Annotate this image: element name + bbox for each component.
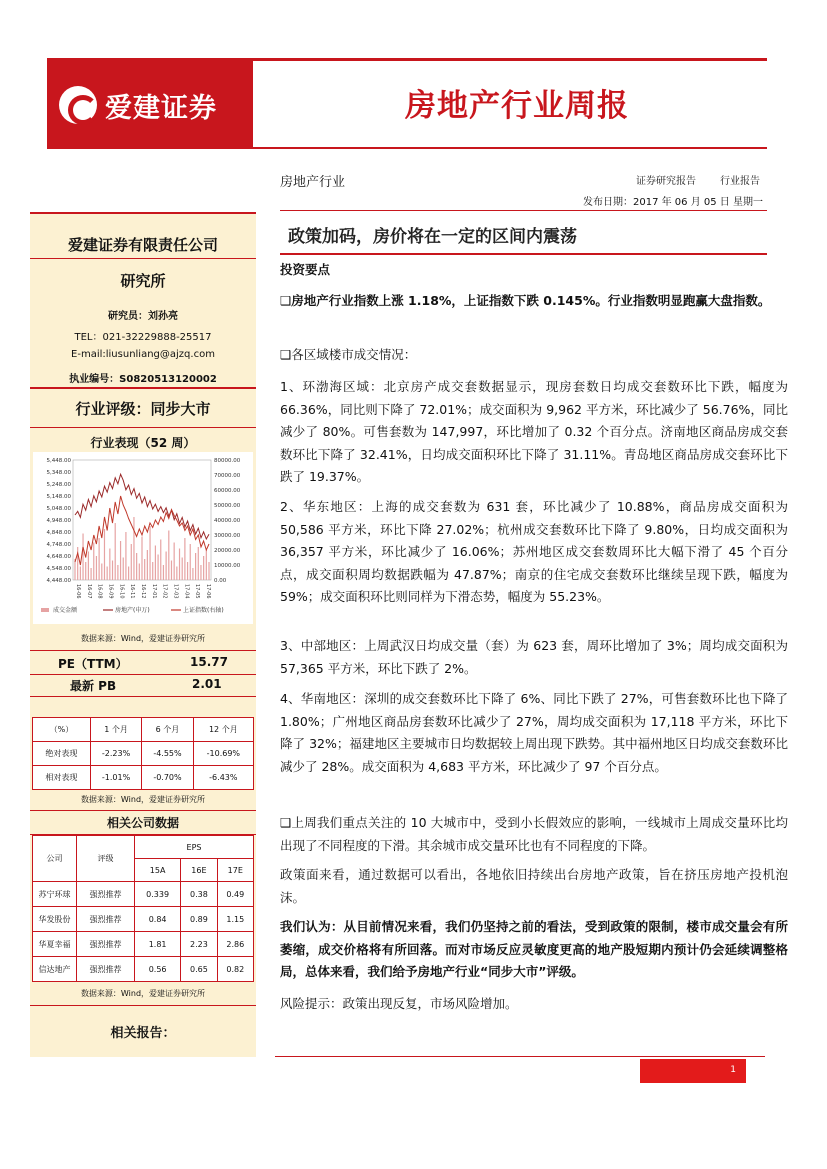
volume-bar — [208, 562, 209, 580]
right-axis-tick: 10000.00 — [214, 563, 241, 569]
right-axis-tick: 50000.00 — [214, 503, 241, 509]
company-logo — [47, 61, 253, 149]
section-head: 投资要点 — [280, 262, 331, 277]
pe-label: PE（TTM） — [58, 657, 128, 671]
performance-table — [32, 717, 254, 790]
eps-cell: 0.84 — [135, 907, 181, 932]
volume-bar — [168, 531, 169, 581]
volume-bar — [117, 565, 118, 580]
volume-bar — [203, 556, 204, 580]
left-axis-tick: 5,348.00 — [46, 470, 71, 476]
eps-cell: 2.23 — [181, 932, 217, 957]
volume-bar — [144, 559, 145, 580]
table-row — [33, 882, 254, 907]
paragraph-2: ❑各区域楼市成交情况： — [280, 347, 417, 362]
x-axis-tick: 17-04 — [183, 584, 190, 599]
volume-bar — [115, 523, 116, 580]
volume-bar — [99, 538, 100, 580]
x-axis-tick: 16-11 — [129, 584, 136, 599]
left-axis-tick: 4,648.00 — [46, 554, 71, 560]
x-axis-tick: 16-06 — [75, 584, 81, 599]
volume-bar — [166, 552, 167, 581]
company-name: 华夏幸福 — [33, 932, 77, 957]
volume-bar — [171, 561, 172, 581]
x-axis-tick: 17-06 — [205, 584, 211, 599]
volume-bar — [101, 564, 102, 581]
footer-line — [275, 1056, 765, 1057]
x-axis-tick: 17-01 — [150, 584, 157, 599]
sidebar-company: 爱建证券有限责任公司 — [67, 236, 218, 254]
industry-rating: 行业评级：同步大市 — [75, 400, 211, 418]
right-axis-tick: 60000.00 — [214, 488, 241, 494]
perf-cell: -1.01% — [90, 766, 141, 790]
volume-bar — [200, 565, 201, 580]
legend-swatch — [41, 608, 49, 612]
perf-cell: -4.55% — [142, 742, 193, 766]
volume-bar — [190, 544, 191, 580]
left-axis-tick: 5,148.00 — [46, 494, 71, 500]
paragraph-5: 3、中部地区：上周武汉日均成交量（套）为 623 套，周环比增加了 3%；周均成交面积为 57,365 平方米，环比下跌了 2%。 — [280, 638, 788, 676]
paragraph-1: ❑房地产行业指数上涨 1.18%，上证指数下跌 0.145%。行业指数明显跑赢大盘指数。 — [280, 293, 771, 308]
volume-bar — [133, 517, 134, 580]
x-axis-tick: 16-10 — [118, 584, 125, 599]
company-table-source: 数据来源：Wind，爱建证券研究所 — [80, 989, 206, 998]
paragraph-4: 2、华东地区：上海的成交套数为 631 套，环比减少了 10.88%，商品房成交面积为 50,586 平方米，环比下降 27.02%；杭州成交套数环比下降了 9.80%，日均成交面积为 36,357 平方米，环比减少了 16.06%；苏州地区成交套数周环比大幅下滑了 45 个百分点，成交面积周均数据跌幅为 47.87%；南京的住宅成交套数环比继续呈现下跌，幅度为 59%；成交面积环比则同样为下滑态势，幅度为 55.23%。 — [280, 499, 788, 604]
table-row — [33, 957, 254, 982]
sidebar-institute: 研究所 — [120, 272, 166, 290]
volume-bar — [120, 541, 121, 580]
performance-title: 行业表现（52 周） — [90, 436, 196, 450]
rating-col-header: 评级 — [77, 836, 135, 882]
logo-emblem-icon — [59, 86, 97, 124]
left-axis-tick: 4,748.00 — [46, 542, 71, 548]
company-name: 苏宁环球 — [33, 882, 77, 907]
table-row — [33, 742, 254, 766]
volume-bar — [107, 567, 108, 581]
volume-bar — [152, 562, 153, 580]
paragraph-9: 我们认为：从目前情况来看，我们仍坚持之前的看法，受到政策的限制，楼市成交量会有所萎缩，成交价格将有所回落。而对市场反应灵敏度更高的地产股短期内预计仍会延续调整格局，总体来看，我们给予房地产行业“同步大市”评级。 — [280, 919, 788, 979]
x-axis-tick: 17-03 — [172, 584, 179, 599]
sidebar-divider-2 — [30, 387, 256, 389]
company-name: 信达地产 — [33, 957, 77, 982]
sidebar-divider-6 — [30, 696, 256, 697]
eps-cell: 0.82 — [217, 957, 253, 982]
chart-source: 数据来源：Wind，爱建证券研究所 — [80, 634, 206, 643]
volume-bar — [123, 558, 124, 581]
paragraph-7: ❑上周我们重点关注的 10 大城市中，受到小长假效应的影响，一线城市上周成交量环比均出现了不同程度的下滑。其余城市成交量环比也有不同程度的下降。 — [280, 815, 788, 853]
company-rating: 强烈推荐 — [77, 882, 135, 907]
report-type-research: 证券研究报告 — [636, 176, 696, 187]
header-divider — [280, 210, 767, 211]
table-row — [33, 932, 254, 957]
company-rating: 强烈推荐 — [77, 932, 135, 957]
researcher-tel: TEL：021-32229888-25517 — [74, 332, 212, 343]
volume-bar — [125, 532, 126, 580]
right-axis-tick: 70000.00 — [214, 473, 241, 479]
volume-bar — [96, 556, 97, 580]
x-axis-tick: 17-02 — [161, 584, 168, 599]
left-axis-tick: 4,948.00 — [46, 518, 71, 524]
left-axis-tick: 4,848.00 — [46, 530, 71, 536]
report-title: 房地产行业周报 — [405, 88, 629, 124]
paragraph-6: 4、华南地区：深圳的成交套数环比下降了 6%、同比下跌了 27%，可售套数环比也下降了 1.80%；广州地区商品房套数环比减少了 27%，周均成交面积为 17,118 平方米，环比下降了 32%；福建地区主要城市日均数据较上周出现下跌势。其中福州地区日均成交套数环比减少了 28%。成交面积为 4,683 平方米，环比减少了 97 个百分点。 — [280, 691, 788, 774]
right-axis-tick: 30000.00 — [214, 533, 241, 539]
perf-row-label: 相对表现 — [33, 766, 91, 790]
sidebar-divider-9 — [30, 1005, 256, 1006]
eps-cell: 0.339 — [135, 882, 181, 907]
volume-bar — [198, 547, 199, 580]
right-axis-tick: 0.00 — [214, 578, 227, 584]
eps-year-header: 16E — [181, 859, 217, 882]
volume-bar — [82, 534, 83, 581]
company-col-header: 公司 — [33, 836, 77, 882]
eps-cell: 0.49 — [217, 882, 253, 907]
researcher-email[interactable]: E-mail:liusunliang@ajzq.com — [71, 349, 215, 360]
perf-cell: -2.23% — [90, 742, 141, 766]
sidebar-top-line — [30, 212, 256, 214]
perf-cell: -10.69% — [193, 742, 253, 766]
company-table — [32, 835, 254, 982]
sidebar — [30, 212, 256, 1057]
table-row — [33, 766, 254, 790]
left-axis-tick: 5,448.00 — [46, 458, 71, 464]
paragraph-3: 1、环渤海区域：北京房产成交套数据显示，现房套数日均成交套数环比下跌，幅度为 66.36%，同比则下降了 72.01%；成交面积为 9,962 平方米，环比减少了 56.76%，同比减少了 80%。可售套数为 147,997，环比增加了 0.32 个百分点。济南地区商品房成交套数环比下降了 32.41%，日均成交面积环比下降了 31.11%。青岛地区商品房成交套环比下跌了 19.37%。 — [280, 379, 788, 484]
report-sector: 房地产行业 — [280, 175, 346, 190]
volume-bar — [80, 567, 81, 581]
volume-bar — [163, 565, 164, 580]
eps-col-header: EPS — [135, 836, 254, 859]
paragraph-10: 风险提示：政策出现反复，市场风险增加。 — [280, 996, 518, 1011]
x-axis-tick: 16-09 — [107, 584, 114, 599]
performance-chart-svg — [33, 452, 253, 624]
volume-bar — [149, 526, 150, 580]
perf-header-1m: 1 个月 — [90, 718, 141, 742]
volume-bar — [90, 568, 91, 580]
main-title: 政策加码，房价将在一定的区间内震荡 — [288, 227, 577, 247]
volume-bar — [160, 540, 161, 581]
pe-value: 15.77 — [190, 655, 228, 669]
x-axis-tick: 16-12 — [140, 584, 146, 599]
volume-bar — [155, 546, 156, 581]
performance-chart — [33, 452, 253, 624]
right-axis-tick: 20000.00 — [214, 548, 241, 554]
sidebar-divider-7 — [30, 810, 256, 811]
volume-bar — [179, 549, 180, 581]
eps-cell: 0.89 — [181, 907, 217, 932]
volume-bar — [206, 550, 207, 580]
table-row — [33, 907, 254, 932]
right-axis-tick: 40000.00 — [214, 518, 241, 524]
perf-header-6m: 6 个月 — [142, 718, 193, 742]
perf-header-12m: 12 个月 — [193, 718, 253, 742]
x-axis-tick: 16-08 — [96, 584, 103, 599]
x-axis-tick: 16-07 — [85, 584, 92, 599]
volume-bar — [176, 567, 177, 581]
header-bottom-line — [253, 147, 767, 149]
eps-cell: 1.15 — [217, 907, 253, 932]
sidebar-divider-3 — [30, 427, 256, 428]
company-data-title: 相关公司数据 — [106, 816, 179, 830]
pb-value: 2.01 — [192, 677, 222, 691]
perf-row-label: 绝对表现 — [33, 742, 91, 766]
eps-cell: 1.81 — [135, 932, 181, 957]
sidebar-divider — [30, 258, 256, 259]
volume-bar — [88, 552, 89, 581]
sidebar-divider-5 — [30, 674, 256, 675]
volume-bar — [74, 559, 75, 580]
perf-header-unit: （%） — [33, 718, 91, 742]
logo-text: 爱建证券 — [105, 92, 217, 124]
eps-year-header: 17E — [217, 859, 253, 882]
volume-bar — [112, 561, 113, 581]
publish-date: 发布日期：2017 年 06 月 05 日 星期一 — [583, 197, 763, 208]
legend-label: 房地产(申万) — [115, 607, 150, 614]
legend-label: 上证指数(右轴) — [183, 607, 224, 614]
perf-cell: -6.43% — [193, 766, 253, 790]
right-axis-tick: 80000.00 — [214, 458, 241, 464]
volume-bar — [93, 543, 94, 581]
x-axis-tick: 17-05 — [194, 584, 201, 599]
eps-year-header: 15A — [135, 859, 181, 882]
volume-bar — [192, 568, 193, 580]
volume-bar — [174, 543, 175, 581]
volume-bar — [187, 562, 188, 580]
volume-bar — [184, 538, 185, 580]
related-reports-title: 相关报告： — [110, 1026, 176, 1041]
left-axis-tick: 4,448.00 — [46, 578, 71, 584]
eps-cell: 0.65 — [181, 957, 217, 982]
volume-bar — [131, 544, 132, 580]
eps-cell: 2.86 — [217, 932, 253, 957]
main-title-line — [280, 253, 767, 255]
volume-bar — [109, 549, 110, 581]
eps-cell: 0.56 — [135, 957, 181, 982]
legend-label: 成交金额 — [53, 607, 78, 614]
company-rating: 强烈推荐 — [77, 957, 135, 982]
volume-bar — [182, 558, 183, 581]
perf-table-source: 数据来源：Wind，爱建证券研究所 — [80, 795, 206, 804]
volume-bar — [147, 550, 148, 580]
researcher-name: 研究员：刘孙亮 — [108, 311, 178, 322]
volume-bar — [157, 555, 158, 581]
left-axis-tick: 5,048.00 — [46, 506, 71, 512]
volume-bar — [104, 529, 105, 580]
eps-cell: 0.38 — [181, 882, 217, 907]
volume-bar — [128, 567, 129, 581]
page-number: 1 — [640, 1059, 746, 1083]
sidebar-divider-4 — [30, 650, 256, 651]
pb-label: 最新 PB — [70, 679, 117, 693]
company-name: 华发股份 — [33, 907, 77, 932]
volume-bar — [139, 564, 140, 581]
perf-cell: -0.70% — [142, 766, 193, 790]
volume-bar — [85, 562, 86, 580]
report-type-industry: 行业报告 — [720, 176, 760, 187]
volume-bar — [195, 553, 196, 580]
volume-bar — [136, 553, 137, 580]
researcher-license: 执业编号：S0820513120002 — [69, 374, 217, 385]
left-axis-tick: 5,248.00 — [46, 482, 71, 488]
company-rating: 强烈推荐 — [77, 907, 135, 932]
left-axis-tick: 4,548.00 — [46, 566, 71, 572]
volume-bar — [141, 537, 142, 581]
paragraph-8: 政策面来看，通过数据可以看出，各地依旧持续出台房地产政策，旨在挤压房地产投机泡沫。 — [280, 867, 788, 905]
